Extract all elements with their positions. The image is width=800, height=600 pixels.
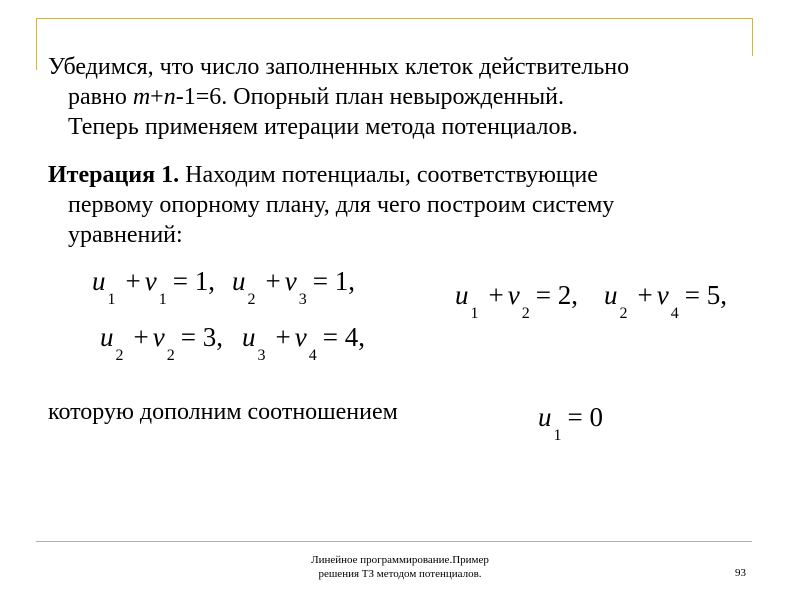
eq1-var-u: u bbox=[92, 266, 106, 296]
eq3-var-u: u bbox=[455, 280, 469, 310]
eq5-sub-u: 2 bbox=[115, 347, 124, 364]
frame-top-rule bbox=[36, 18, 752, 19]
equation-u2-v3 bbox=[232, 266, 355, 308]
eq5-var-v: v bbox=[152, 322, 165, 352]
paragraph-iteration-1 bbox=[48, 160, 768, 250]
eq2-var-u: u bbox=[232, 266, 246, 296]
eq6-var-v: v bbox=[294, 322, 307, 352]
eq2-op: + bbox=[265, 266, 281, 296]
para1-line2-post: -1=6. Опорный план невырожденный. bbox=[175, 84, 565, 110]
eq5-op: + bbox=[133, 322, 149, 352]
eq5-var-u: u bbox=[100, 322, 114, 352]
para1-line2 bbox=[48, 82, 768, 112]
para2-line3: уравнений: bbox=[68, 222, 183, 248]
para1-line2-pre: равно bbox=[68, 84, 133, 110]
paragraph-check-cells bbox=[48, 52, 768, 142]
plus-sign: + bbox=[150, 84, 164, 110]
equation-u1-v2 bbox=[455, 280, 578, 322]
page-number: 93 bbox=[735, 567, 746, 579]
eq4-var-v: v bbox=[656, 280, 669, 310]
para3-text: которую дополним соотношением bbox=[48, 399, 398, 425]
footer-line1: Линейное программирование.Пример bbox=[311, 554, 489, 566]
eq6-op: + bbox=[275, 322, 291, 352]
equation-u2-v2 bbox=[100, 322, 223, 364]
para2-line2: первому опорному плану, для чего построим систему bbox=[68, 192, 615, 218]
eq6-var-u: u bbox=[242, 322, 256, 352]
footer-line2: решения ТЗ методом потенциалов. bbox=[318, 568, 482, 580]
equation-u2-v4 bbox=[604, 280, 727, 322]
eq6-sub-v: 4 bbox=[308, 347, 317, 364]
footer-rule bbox=[36, 541, 752, 542]
eq1-sub-v: 1 bbox=[158, 291, 167, 308]
eq2-var-v: v bbox=[284, 266, 297, 296]
eq2-sub-v: 3 bbox=[298, 291, 307, 308]
extra-rhs: = 0 bbox=[567, 402, 603, 432]
eq1-rhs: = 1, bbox=[172, 266, 215, 296]
eq3-sub-v: 2 bbox=[521, 305, 530, 322]
para1-line1: Убедимся, что число заполненных клеток действительно bbox=[48, 54, 630, 80]
equation-u1-v1 bbox=[92, 266, 215, 308]
eq6-rhs: = 4, bbox=[322, 322, 365, 352]
eq3-rhs: = 2, bbox=[535, 280, 578, 310]
eq4-op: + bbox=[637, 280, 653, 310]
eq1-op: + bbox=[125, 266, 141, 296]
para2-line1-rest: Находим потенциалы, соответствующие bbox=[179, 162, 598, 188]
eq3-sub-u: 1 bbox=[470, 305, 479, 322]
frame-right-rule bbox=[752, 18, 753, 56]
equation-u3-v4 bbox=[242, 322, 365, 364]
eq4-var-u: u bbox=[604, 280, 618, 310]
para1-line3: Теперь применяем итерации метода потенциалов. bbox=[68, 114, 578, 140]
equation-u1-zero bbox=[538, 402, 603, 444]
var-m: m bbox=[132, 84, 151, 110]
frame-left-rule bbox=[36, 18, 37, 70]
eq4-sub-v: 4 bbox=[670, 305, 679, 322]
extra-sub-u: 1 bbox=[553, 427, 562, 444]
eq4-sub-u: 2 bbox=[619, 305, 628, 322]
eq2-sub-u: 2 bbox=[247, 291, 256, 308]
eq4-rhs: = 5, bbox=[684, 280, 727, 310]
eq5-sub-v: 2 bbox=[166, 347, 175, 364]
var-n: n bbox=[163, 84, 176, 110]
extra-var-u: u bbox=[538, 402, 552, 432]
paragraph-supplement bbox=[48, 397, 768, 427]
eq6-sub-u: 3 bbox=[257, 347, 266, 364]
eq3-var-v: v bbox=[507, 280, 520, 310]
eq1-sub-u: 1 bbox=[107, 291, 116, 308]
para2-line1 bbox=[48, 160, 768, 190]
iteration-heading: Итерация 1. bbox=[48, 162, 180, 188]
eq1-var-v: v bbox=[144, 266, 157, 296]
eq5-rhs: = 3, bbox=[180, 322, 223, 352]
eq3-op: + bbox=[488, 280, 504, 310]
eq2-rhs: = 1, bbox=[312, 266, 355, 296]
footer-caption bbox=[260, 553, 540, 581]
